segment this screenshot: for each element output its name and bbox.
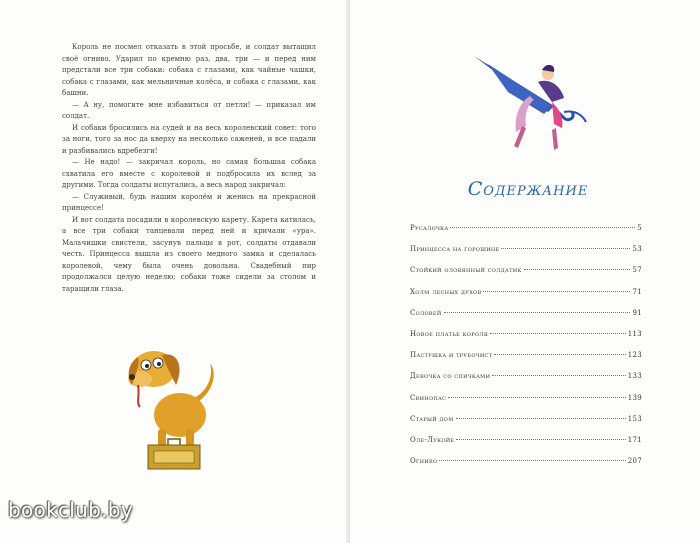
toc-row[interactable] xyxy=(410,266,642,287)
story-paragraph: — Служивый, будь нашим королём и женись на прекрасной принцессе! xyxy=(62,192,316,212)
toc-item-title: Свинопас xyxy=(410,393,447,402)
toc-item-page: 53 xyxy=(632,245,642,254)
toc-item-page: 207 xyxy=(627,457,642,466)
toc-item-title: Огниво xyxy=(410,457,438,466)
toc-item-page: 91 xyxy=(632,308,642,317)
toc-item-title: Холм лесных духов xyxy=(410,287,482,296)
toc-item-page: 71 xyxy=(632,287,642,296)
toc-leader xyxy=(456,439,625,440)
toc-leader xyxy=(492,375,625,376)
story-paragraph: — А ну, помогите мне избавиться от петли! — приказал им солдат. xyxy=(62,100,316,120)
story-paragraph: И вот солдата посадили в королевскую карету. Карета катилась, а все три собаки танцевали перед ней и кричали «ура». Мальчишки свистели, засунув пальцы в рот, солдаты отдавали честь. Принцесса вышла из своего медного замка и сделалась королевой, чему была очень довольна. Свадебный пир продолжался целую неделю; собаки тоже сидели за столом и таращили глаза. xyxy=(62,215,316,293)
toc-item-page: 5 xyxy=(637,224,642,232)
toc-leader xyxy=(444,312,631,313)
left-page xyxy=(0,0,348,543)
toc-leader xyxy=(501,248,630,249)
umbrella-illustration xyxy=(468,52,592,160)
toc-item-title: Старый дом xyxy=(410,414,454,423)
toc-row[interactable] xyxy=(410,372,642,393)
toc-row[interactable] xyxy=(410,330,642,351)
toc-row[interactable] xyxy=(410,436,642,457)
toc-title: Содержание xyxy=(467,178,589,200)
toc-item-page: 139 xyxy=(627,393,642,402)
toc-item-page: 57 xyxy=(632,266,642,275)
toc-item-title: Оле-Лукойе xyxy=(410,435,455,444)
toc-item-title: Новое платье короля xyxy=(410,329,489,338)
story-paragraph: И собаки бросились на судей и на весь королевский совет: того за ноги, того за нос да кверху на несколько саженей, и все падали и разбивались вдребезги! xyxy=(62,123,316,155)
toc-item-page: 113 xyxy=(627,329,642,338)
toc-leader xyxy=(450,227,635,228)
toc-item-title: Пастушка и трубочист xyxy=(410,351,493,360)
toc-leader xyxy=(490,333,626,334)
toc-leader xyxy=(483,291,630,292)
toc-leader xyxy=(439,460,625,461)
toc-row[interactable] xyxy=(410,224,642,245)
toc-row[interactable] xyxy=(410,457,642,478)
toc-row[interactable] xyxy=(410,288,642,309)
toc-leader xyxy=(524,269,631,270)
toc-item-page: 133 xyxy=(627,372,642,381)
story-paragraph: Король не посмел отказать в этой просьбе, и солдат вытащил своё огниво. Ударил по кремню раз, два, три — и перед ним предстали все три собаки: собака с глазами, как чайные чашки, собака с глазами, как мельничные колёса, и собака с глазами, как башни. xyxy=(62,43,316,97)
toc-row[interactable] xyxy=(410,351,642,372)
toc-leader xyxy=(456,418,626,419)
toc-item-title: Девочка со спичками xyxy=(410,372,491,381)
toc-item-title: Соловей xyxy=(410,308,442,317)
toc-item-page: 171 xyxy=(627,435,642,444)
toc-row[interactable] xyxy=(410,394,642,415)
toc-item-title: Принцесса на горошине xyxy=(410,245,500,254)
table-of-contents xyxy=(410,224,642,478)
toc-item-title: Русалочка xyxy=(410,224,449,232)
toc-item-title: Стойкий оловянный солдатик xyxy=(410,266,522,275)
toc-row[interactable] xyxy=(410,415,642,436)
dog-illustration xyxy=(118,333,228,473)
toc-item-page: 123 xyxy=(627,351,642,360)
toc-leader xyxy=(494,354,625,355)
story-paragraph: — Не надо! — закричал король, но самая большая собака схватила его вместе с королевой и подбросила их вслед за другими. Тогда солдаты испугались, а весь народ закричал: xyxy=(62,158,316,189)
watermark: bookclub.by xyxy=(8,498,133,522)
toc-item-page: 153 xyxy=(627,414,642,423)
story-text xyxy=(62,42,316,295)
toc-row[interactable] xyxy=(410,309,642,330)
toc-row[interactable] xyxy=(410,245,642,266)
toc-leader xyxy=(448,397,626,398)
